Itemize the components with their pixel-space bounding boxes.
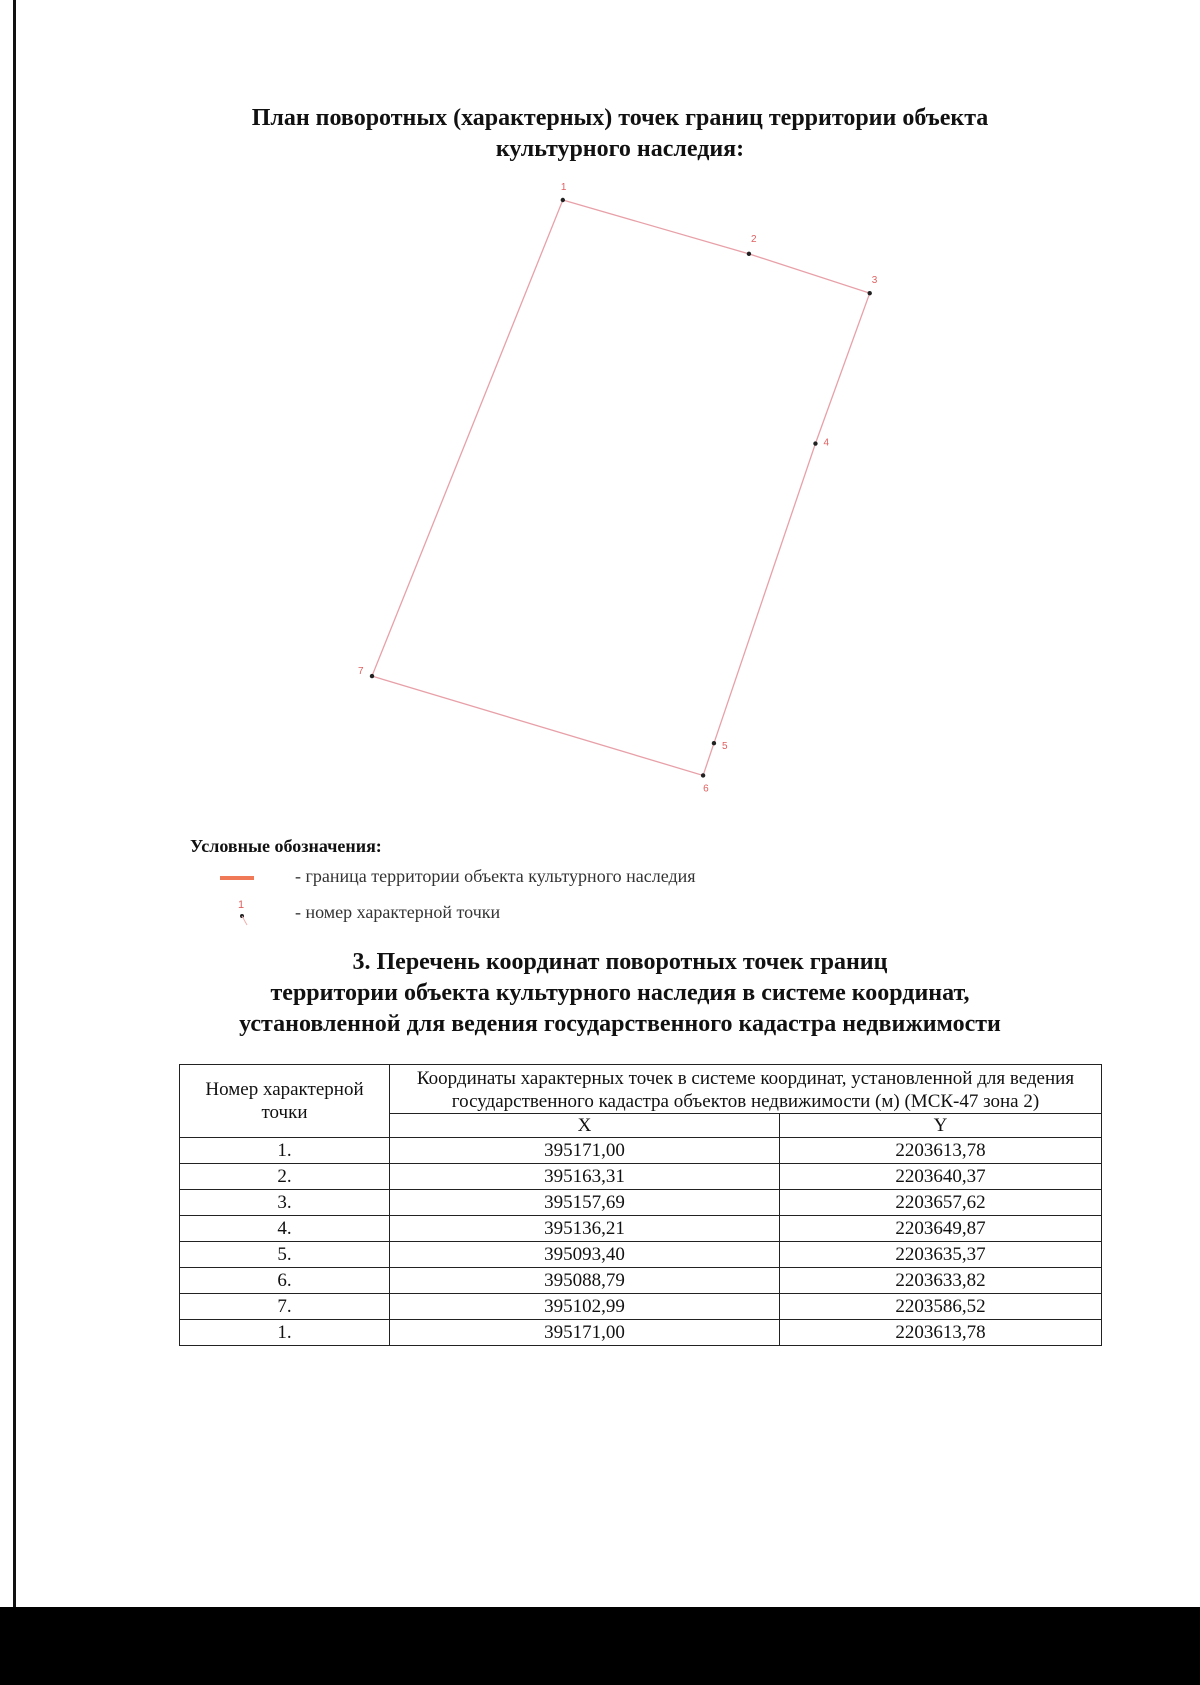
point-marker-sample-icon [234,898,274,938]
cell-x: 395163,31 [390,1164,780,1190]
cell-y: 2203635,37 [780,1242,1102,1268]
point-label: 7 [358,666,364,678]
table-row [180,1242,1102,1268]
header-coordinates: Координаты характерных точек в системе координат, установленной для ведения государственного кадастра объектов недвижимости (м) (МСК-47 зона 2) [390,1065,1102,1114]
cell-x: 395171,00 [390,1138,780,1164]
point-marker [561,198,565,202]
point-marker [712,741,716,745]
sample-point-label: 1 [238,899,245,911]
coordinates-table-body [180,1138,1102,1346]
cell-point-number: 3. [180,1190,390,1216]
table-row [180,1320,1102,1346]
table-row [180,1164,1102,1190]
cell-x: 395136,21 [390,1216,780,1242]
coordinates-table [179,1064,1102,1346]
legend-title: Условные обозначения: [190,836,382,856]
section-title-line-3: установленной для ведения государственного кадастра недвижимости [239,1011,1001,1037]
cell-point-number: 1. [180,1138,390,1164]
scan-bottom-bar [0,1607,1200,1685]
point-label: 6 [703,783,709,795]
table-row [180,1138,1102,1164]
point-marker [868,291,872,295]
cell-point-number: 2. [180,1164,390,1190]
cell-y: 2203649,87 [780,1216,1102,1242]
cell-x: 395157,69 [390,1190,780,1216]
section-title [150,947,1090,1040]
cell-point-number: 5. [180,1242,390,1268]
legend-boundary-text: - граница территории объекта культурного наследия [295,866,696,886]
header-point-number: Номер характерной точки [180,1065,390,1138]
point-label: 1 [560,182,567,193]
cell-y: 2203633,82 [780,1268,1102,1294]
point-marker [701,773,705,777]
cell-point-number: 4. [180,1216,390,1242]
cell-x: 395171,00 [390,1320,780,1346]
point-marker [747,252,751,256]
cell-y: 2203586,52 [780,1294,1102,1320]
header-y: Y [780,1114,1102,1138]
table-row [180,1294,1102,1320]
table-row [180,1216,1102,1242]
table-row [180,1190,1102,1216]
boundary-line-sample [220,876,254,880]
plan-title-line-2: культурного наследия: [495,136,745,162]
cell-y: 2203640,37 [780,1164,1102,1190]
territory-boundary [372,200,870,775]
sample-leader-line [242,916,247,925]
cell-point-number: 7. [180,1294,390,1320]
section-title-line-2: территории объекта культурного наследия в системе координат, [270,980,970,1006]
point-marker [813,441,817,445]
point-label: 2 [750,233,757,245]
point-label: 5 [721,741,728,753]
cell-y: 2203613,78 [780,1320,1102,1346]
point-label: 3 [871,275,878,287]
section-title-line-1: 3. Перечень координат поворотных точек границ [352,949,888,975]
cell-x: 395088,79 [390,1268,780,1294]
cell-point-number: 6. [180,1268,390,1294]
legend-point-text: - номер характерной точки [295,902,501,922]
cell-y: 2203613,78 [780,1138,1102,1164]
cell-x: 395093,40 [390,1242,780,1268]
point-label: 4 [823,437,830,449]
table-row [180,1268,1102,1294]
cell-x: 395102,99 [390,1294,780,1320]
cell-y: 2203657,62 [780,1190,1102,1216]
point-marker [370,674,374,678]
plan-title-line-1: План поворотных (характерных) точек границ территории объекта [251,105,989,131]
cell-point-number: 1. [180,1320,390,1346]
header-x: X [390,1114,780,1138]
